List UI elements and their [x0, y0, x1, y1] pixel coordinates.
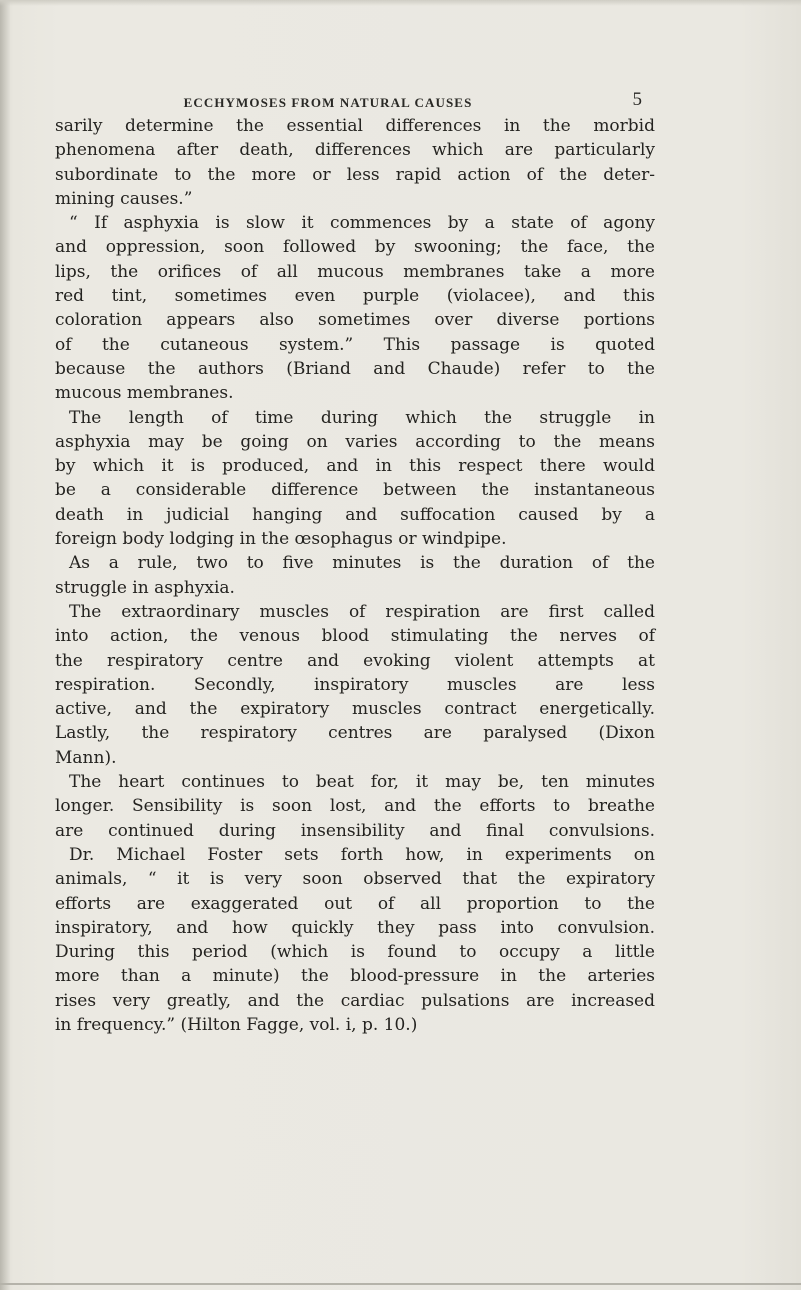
- text-line: coloration appears also sometimes over diverse portions: [55, 310, 655, 331]
- text-line: struggle in asphyxia.: [55, 577, 235, 598]
- page-bottom-edge: [0, 1283, 801, 1285]
- text-line: Mann).: [55, 747, 117, 768]
- text-line: more than a minute) the blood-pressure in the arteries: [55, 966, 655, 987]
- page-top-shadow: [0, 0, 801, 6]
- text-line: lips, the orifices of all mucous membranes take a more: [55, 261, 655, 282]
- body-text: [55, 114, 655, 1037]
- text-line: longer. Sensibility is soon lost, and the efforts to breathe: [55, 796, 655, 817]
- text-line: active, and the expiratory muscles contract energetically.: [55, 699, 655, 720]
- text-line: The length of time during which the struggle in: [69, 407, 655, 428]
- text-line: rises very greatly, and the cardiac pulsations are increased: [55, 990, 655, 1011]
- text-line: Dr. Michael Foster sets forth how, in experiments on: [69, 844, 655, 865]
- text-line: sarily determine the essential differences in the morbid: [55, 116, 655, 136]
- text-line: “ If asphyxia is slow it commences by a state of agony: [69, 213, 655, 234]
- text-line: into action, the venous blood stimulating the nerves of: [55, 626, 655, 647]
- text-line: The heart continues to beat for, it may be, ten minutes: [69, 772, 655, 793]
- page-gutter-shadow: [0, 0, 10, 1290]
- text-line: The extraordinary muscles of respiration are first called: [69, 601, 655, 622]
- text-line: foreign body lodging in the œsophagus or windpipe.: [55, 529, 507, 550]
- text-line: efforts are exaggerated out of all proportion to the: [55, 893, 655, 914]
- text-line: Lastly, the respiratory centres are paralysed (Dixon: [55, 723, 655, 744]
- text-line: During this period (which is found to occupy a little: [55, 942, 655, 963]
- text-line: because the authors (Briand and Chaude) refer to the: [55, 358, 655, 379]
- text-line: inspiratory, and how quickly they pass into convulsion.: [55, 917, 655, 938]
- text-line: mucous membranes.: [55, 383, 234, 404]
- text-line: mining causes.”: [55, 188, 193, 209]
- text-line: the respiratory centre and evoking violent attempts at: [55, 650, 655, 671]
- text-line: and oppression, soon followed by swooning; the face, the: [55, 237, 655, 258]
- text-line: of the cutaneous system.” This passage is quoted: [55, 334, 655, 355]
- text-line: animals, “ it is very soon observed that the expiratory: [55, 869, 655, 890]
- text-line: be a considerable difference between the instantaneous: [55, 480, 655, 501]
- text-line: As a rule, two to five minutes is the duration of the: [69, 553, 655, 574]
- page-number: 5: [632, 89, 642, 110]
- text-line: asphyxia may be going on varies according to the means: [55, 431, 655, 452]
- text-line: are continued during insensibility and final convulsions.: [55, 820, 655, 841]
- text-line: in frequency.” (Hilton Fagge, vol. i, p. 10.): [55, 1014, 418, 1035]
- text-line: by which it is produced, and in this respect there would: [55, 456, 655, 477]
- running-head: ECCHYMOSES FROM NATURAL CAUSES: [183, 95, 473, 110]
- text-line: phenomena after death, differences which are particularly: [55, 140, 655, 161]
- text-line: respiration. Secondly, inspiratory muscles are less: [55, 674, 655, 695]
- text-line: red tint, sometimes even purple (violacee), and this: [55, 286, 655, 307]
- text-line: subordinate to the more or less rapid action of the deter-: [55, 164, 655, 185]
- text-line: death in judicial hanging and suffocation caused by a: [55, 504, 655, 525]
